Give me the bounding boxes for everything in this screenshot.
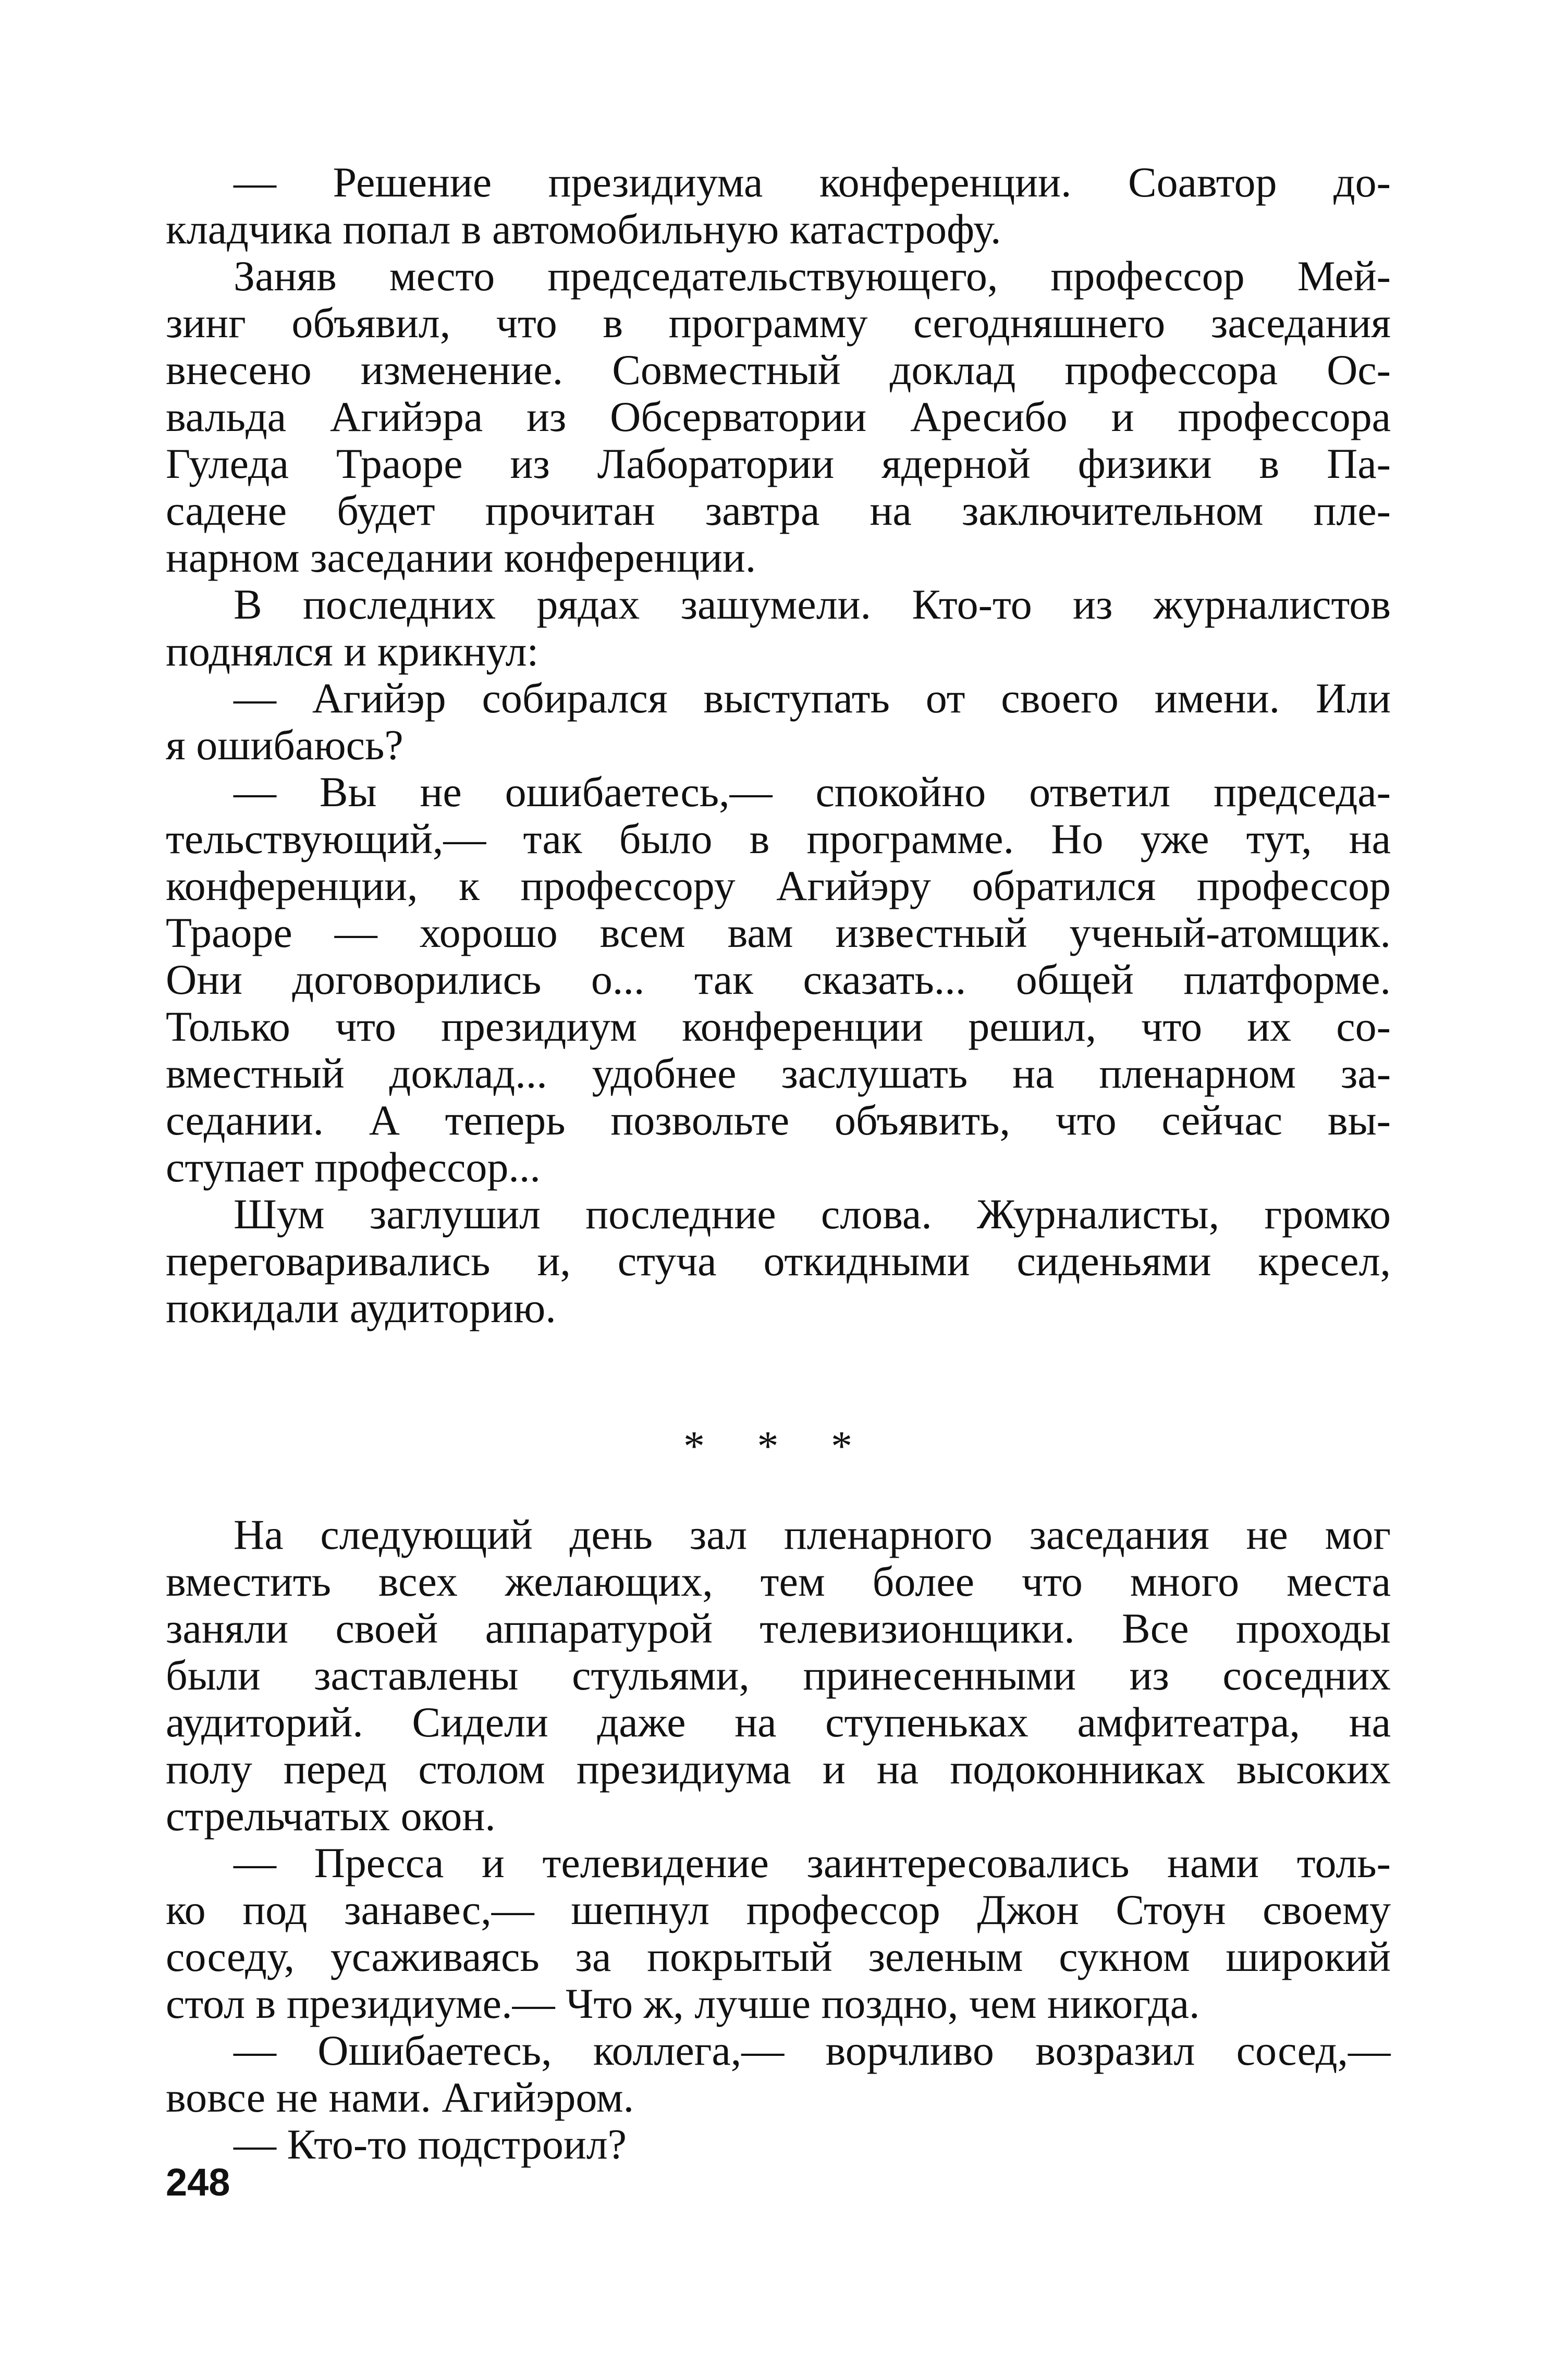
text-line: На следующий день зал пленарного заседания не мог [234,1511,1391,1558]
section-separator: * * * [683,1422,873,1470]
text-line: Траоре — хорошо всем вам известный ученый-атомщик. [166,909,1391,956]
text-line: конференции, к профессору Агийэру обратился профессор [166,862,1391,909]
text-line: ступает профессор... [166,1144,541,1191]
text-line: ко под занавес,— шепнул профессор Джон Стоун своему [166,1886,1391,1933]
text-line: — Решение президиума конференции. Соавтор до- [234,159,1391,206]
text-line: внесено изменение. Совместный доклад профессора Ос- [166,347,1391,393]
paragraph [166,2121,1391,2168]
page-number: 248 [166,2161,230,2204]
text-line: Шум заглушил последние слова. Журналисты, громко [234,1191,1391,1238]
text-line: — Ошибаетесь, коллега,— ворчливо возразил сосед,— [234,2027,1391,2074]
text-line: кладчика попал в автомобильную катастрофу. [166,206,1001,253]
paragraph [166,1191,1391,1331]
paragraph [166,769,1391,1191]
paragraph [166,581,1391,675]
text-line: стол в президиуме.— Что ж, лучше поздно, чем никогда. [166,1980,1200,2027]
text-line: Они договорились о... так сказать... общей платформе. [166,956,1391,1003]
paragraph [166,675,1391,769]
text-line: полу перед столом президиума и на подоконниках высоких [166,1746,1391,1793]
book-page [166,159,1391,2168]
text-line: заняли своей аппаратурой телевизионщики. Все проходы [166,1605,1391,1652]
text-line: Гуледа Траоре из Лаборатории ядерной физики в Па- [166,440,1391,487]
text-line: аудиторий. Сидели даже на ступеньках амфитеатра, на [166,1699,1391,1746]
text-line: поднялся и крикнул: [166,628,539,675]
text-line: стрельчатых окон. [166,1793,496,1840]
text-line: переговаривались и, стуча откидными сиденьями кресел, [166,1238,1391,1285]
text-line: — Кто-то подстроил? [234,2121,627,2168]
paragraph [166,2027,1391,2121]
text-line: Заняв место председательствующего, профессор Мей- [234,253,1391,300]
text-line: вместить всех желающих, тем более что много места [166,1558,1391,1605]
text-line: садене будет прочитан завтра на заключительном пле- [166,487,1391,534]
text-line: В последних рядах зашумели. Кто-то из журналистов [234,581,1391,628]
paragraph [166,1840,1391,2027]
paragraph [166,1511,1391,1840]
text-line: были заставлены стульями, принесенными из соседних [166,1652,1391,1699]
text-line: вместный доклад... удобнее заслушать на пленарном за- [166,1050,1391,1097]
text-line: соседу, усаживаясь за покрытый зеленым сукном широкий [166,1933,1391,1980]
text-line: — Пресса и телевидение заинтересовались нами толь- [234,1840,1391,1886]
text-line: вальда Агийэра из Обсерватории Аресибо и профессора [166,393,1391,440]
text-line: Только что президиум конференции решил, что их со- [166,1003,1391,1050]
text-line: нарном заседании конференции. [166,534,756,581]
text-line: — Вы не ошибаетесь,— спокойно ответил председа- [234,769,1391,816]
text-line: зинг объявил, что в программу сегодняшнего заседания [166,300,1391,347]
text-line: я ошибаюсь? [166,722,403,769]
text-line: — Агийэр собирался выступать от своего имени. Или [234,675,1391,722]
text-section-top [166,159,1391,1331]
paragraph [166,253,1391,581]
text-line: тельствующий,— так было в программе. Но уже тут, на [166,816,1391,862]
text-line: покидали аудиторию. [166,1285,556,1331]
text-section-bottom [166,1511,1391,2168]
paragraph [166,159,1391,253]
text-line: вовсе не нами. Агийэром. [166,2074,634,2121]
text-line: седании. А теперь позвольте объявить, что сейчас вы- [166,1097,1391,1144]
